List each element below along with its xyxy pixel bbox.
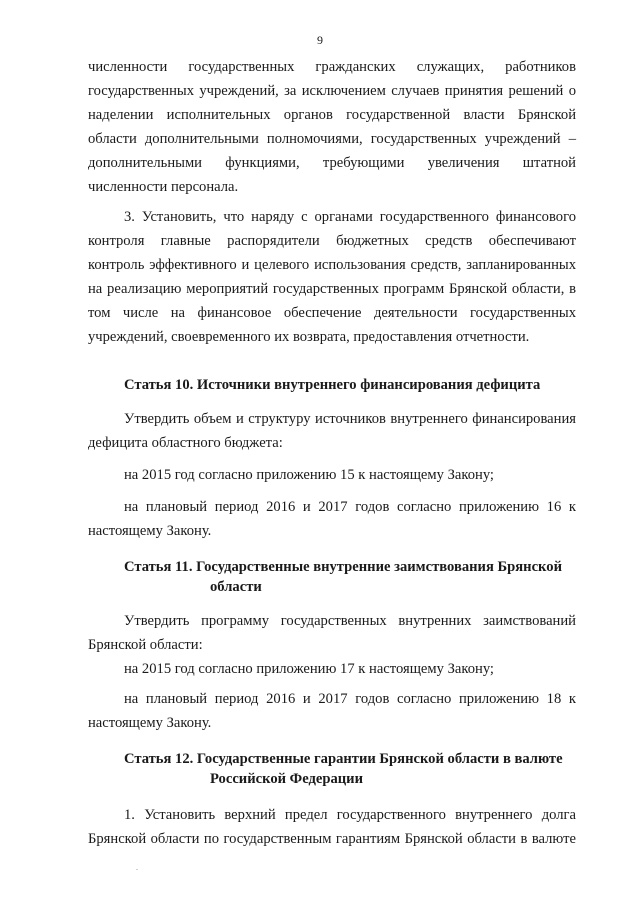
paragraph-line: численности государственных гражданских служащих, работников [88, 59, 576, 75]
paragraph-line: 3. Установить, что наряду с органами государственного финансового [124, 209, 576, 225]
paragraph-line: 1. Установить верхний предел государственного внутреннего долга [124, 807, 576, 823]
paragraph-line: дополнительными функциями, требующими увеличения штатной [88, 155, 576, 171]
paragraph-line: на 2015 год согласно приложению 17 к настоящему Закону; [124, 661, 494, 677]
paragraph-line: Утвердить программу государственных внутренних заимствований [124, 613, 576, 629]
paragraph-line: настоящему Закону. [88, 715, 212, 731]
paragraph-line: настоящему Закону. [88, 523, 212, 539]
paragraph-line: на плановый период 2016 и 2017 годов согласно приложению 16 к [124, 499, 576, 515]
paragraph-line: том числе на финансовое обеспечение деятельности государственных [88, 305, 576, 321]
paragraph-line: учреждений, своевременного их возврата, предоставления отчетности. [88, 329, 530, 345]
paragraph-line: Брянской области по государственным гарантиям Брянской области в валюте [88, 831, 576, 847]
paragraph-line: контроль эффективного и целевого использования средств, запланированных [88, 257, 576, 273]
article-12-heading [124, 749, 576, 789]
article-11-heading-line2: области [210, 579, 262, 595]
paragraph-line: на плановый период 2016 и 2017 годов согласно приложению 18 к [124, 691, 576, 707]
paragraph-line: контроля главные распорядители бюджетных средств обеспечивают [88, 233, 576, 249]
paragraph-line: на 2015 год согласно приложению 15 к настоящему Закону; [124, 467, 494, 483]
paragraph-line: области дополнительными полномочиями, государственных учреждений – [88, 131, 576, 147]
article-11-heading-line1: Статья 11. Государственные внутренние заимствования Брянской [124, 559, 562, 575]
paragraph-line: на реализацию мероприятий государственных программ Брянской области, в [88, 281, 576, 297]
paragraph-line: дефицита областного бюджета: [88, 435, 283, 451]
article-11-heading [124, 557, 576, 597]
paragraph-line: государственных учреждений, за исключением случаев принятия решений о [88, 83, 576, 99]
article-12-heading-line2: Российской Федерации [210, 771, 363, 787]
page-number: 9 [317, 33, 323, 47]
article-10-heading: Статья 10. Источники внутреннего финансирования дефицита [124, 377, 541, 393]
article-12-heading-line1: Статья 12. Государственные гарантии Брянской области в валюте [124, 751, 563, 767]
paragraph-line: наделении исполнительных органов государственной власти Брянской [88, 107, 576, 123]
paragraph-line: Брянской области: [88, 637, 203, 653]
paragraph-line: численности персонала. [88, 179, 239, 195]
paragraph-line: Утвердить объем и структуру источников внутреннего финансирования [124, 411, 576, 427]
scan-artifact [136, 869, 138, 870]
